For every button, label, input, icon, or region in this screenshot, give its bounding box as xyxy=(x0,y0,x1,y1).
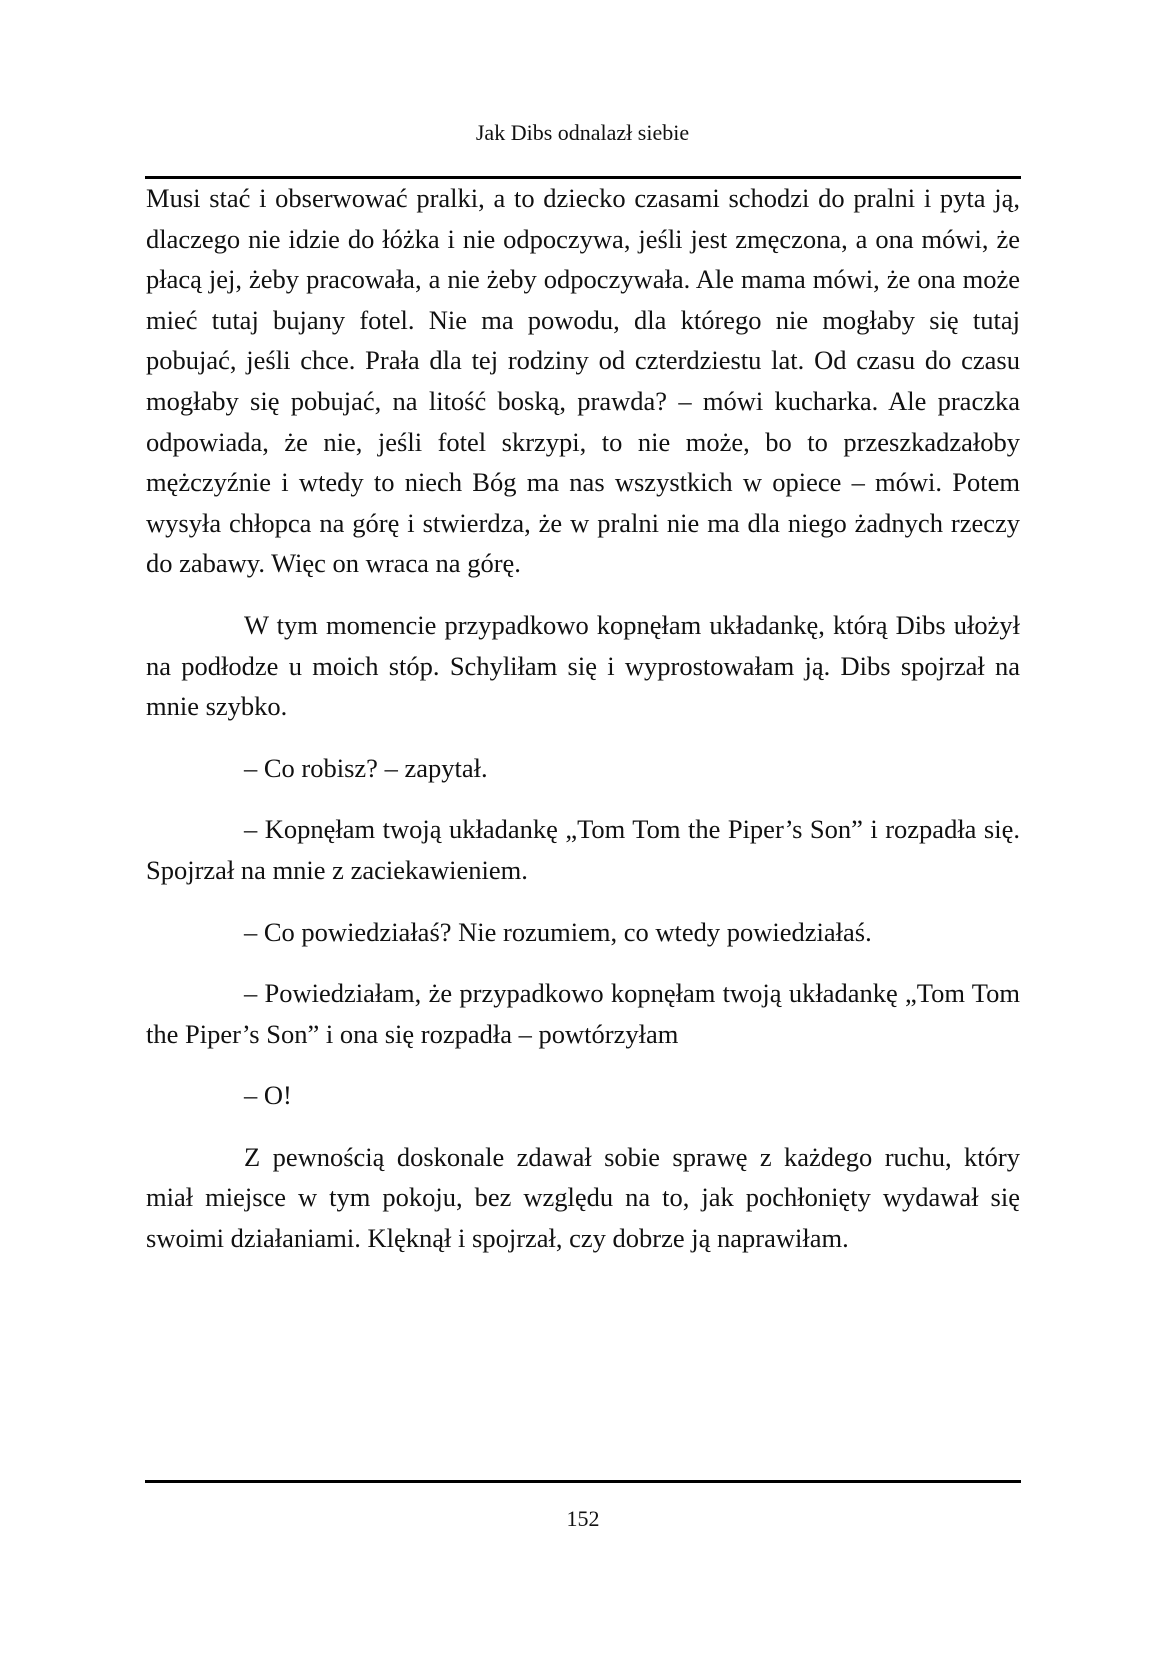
dialogue-line: – O! xyxy=(244,1080,292,1111)
running-header-title: Jak Dibs odnalazł siebie xyxy=(475,120,690,145)
dialogue-line: – Kopnęłam twoją układankę „Tom Tom the Piper’s Son” i rozpadła się. Spojrzał na mnie z zaciekawieniem. xyxy=(146,814,1020,885)
paragraph: Musi stać i obserwować pralki, a to dziecko czasami schodzi do pralni i pyta ją, dlaczego nie idzie do łóżka i nie odpoczywa, jeśli jest zmęczona, a ona mówi, że płacą jej, żeby pracowała, a nie żeby odpoczywała. Ale mama mówi, że ona może mieć tutaj bujany fotel. Nie ma powodu, dla którego nie mogłaby się tutaj pobujać, jeśli chce. Prała dla tej rodziny od czterdziestu lat. Od czasu do czasu mogłaby się pobujać, na litość boską, prawda? – mówi kucharka. Ale praczka odpowiada, że nie, jeśli fotel skrzypi, to nie może, bo to przeszkadzałoby mężczyźnie i wtedy to niech Bóg ma nas wszystkich w opiece – mówi. Potem wysyła chłopca na górę i stwierdza, że w pralni nie ma dla niego żadnych rzeczy do zabawy. Więc on wraca na górę. xyxy=(146,183,1020,579)
footer-rule xyxy=(145,1480,1021,1483)
dialogue-line: – Powiedziałam, że przypadkowo kopnęłam twoją układankę „Tom Tom the Piper’s Son” i ona się rozpadła – powtórzyłam xyxy=(146,978,1020,1049)
page-body xyxy=(146,178,1020,1259)
paragraph: W tym momencie przypadkowo kopnęłam układankę, którą Dibs ułożył na podłodze u moich stóp. Schyliłam się i wyprostowałam ją. Dibs spojrzał na mnie szybko. xyxy=(146,609,1020,722)
dialogue-line: – Co powiedziałaś? Nie rozumiem, co wtedy powiedziałaś. xyxy=(244,916,872,947)
paragraph: Z pewnością doskonale zdawał sobie sprawę z każdego ruchu, który miał miejsce w tym pokoju, bez względu na to, jak pochłonięty wydawał się swoimi działaniami. Klęknął i spojrzał, czy dobrze ją naprawiłam. xyxy=(146,1141,1020,1254)
page-number: 152 xyxy=(566,1506,600,1531)
dialogue-line: – Co robisz? – zapytał. xyxy=(244,752,488,783)
